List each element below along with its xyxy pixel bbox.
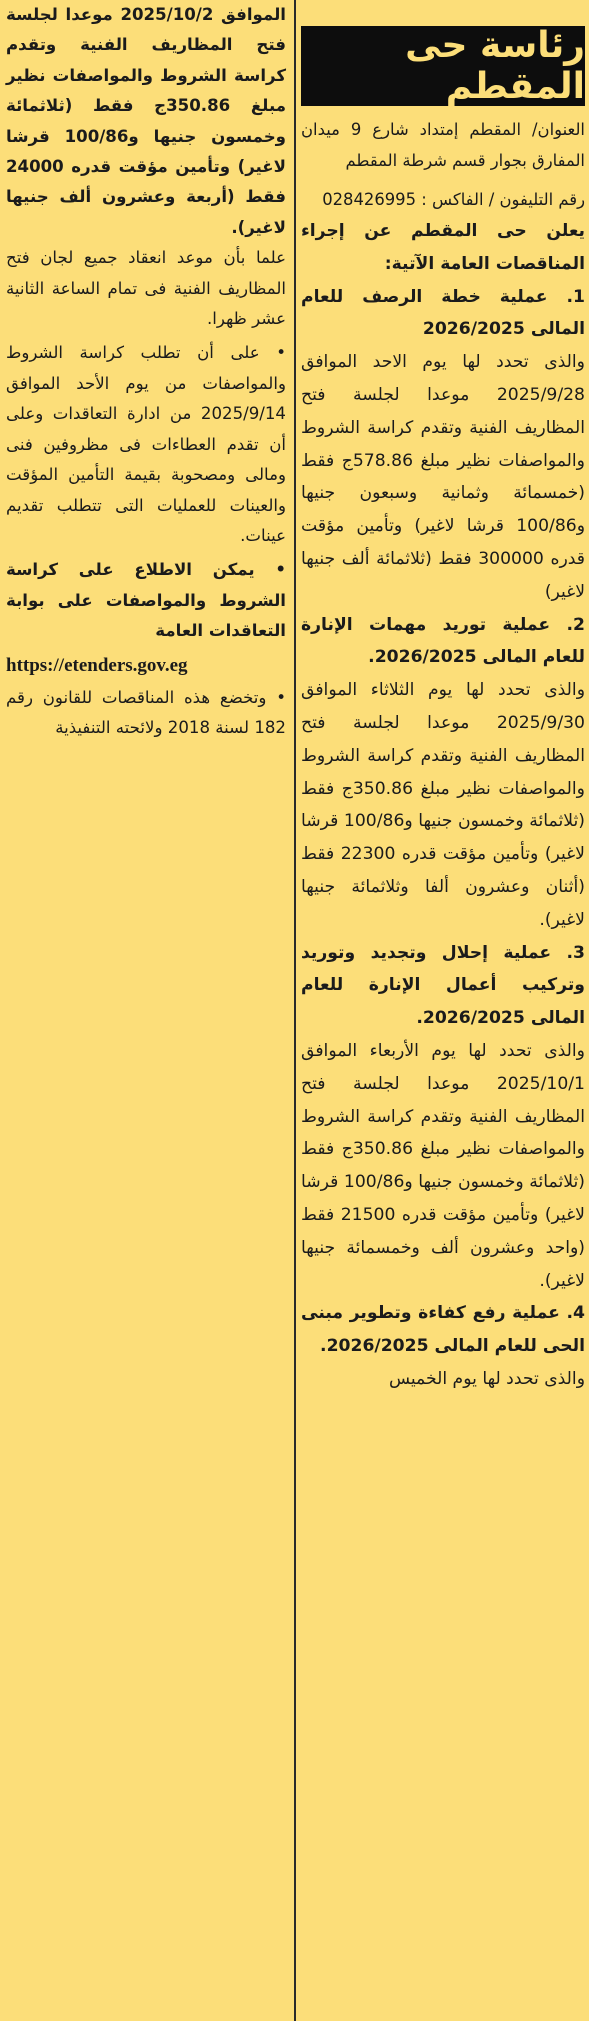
meeting-note: علما بأن موعد انعقاد جميع لجان فتح المظاريف الفنية فى تمام الساعة الثانية عشر ظهرا.: [6, 248, 286, 329]
ad-title-banner: [301, 26, 585, 106]
intro-text: يعلن حى المقطم عن إجراء المناقصات العامة الآتية:: [301, 221, 585, 274]
tender-3-details: والذى تحدد لها يوم الأربعاء الموافق 2025/10/1 موعدا لجلسة فتح المظاريف الفنية وتقدم كراسة الشروط والمواصفات نظير مبلغ 350.86ج فقط (ثلاثمائة وخمسون جنيها و100/86 قرشا لاغير) وتأمين مؤقت قدره 21500 فقط (واحد وعشرون ألف وخمسمائة جنيها لاغير).: [301, 1040, 585, 1291]
right-column: [298, 0, 589, 1396]
tender-1-title: 1. عملية خطة الرصف للعام المالى 2026/2025: [301, 286, 585, 340]
left-column: [0, 0, 289, 743]
phone-fax-text: رقم التليفون / الفاكس : 028426995: [322, 190, 585, 209]
bullet-portal-info: • يمكن الاطلاع على كراسة الشروط والمواصفات على بوابة التعاقدات العامة: [6, 555, 286, 646]
tender-4-details: والذى تحدد لها يوم الخميس: [388, 1368, 585, 1389]
bullet-law-note: • وتخضع هذه المناقصات للقانون رقم 182 لسنة 2018 ولائحته التنفيذية: [6, 683, 286, 744]
tender-4-continuation: الموافق 2025/10/2 موعدا لجلسة فتح المظاريف الفنية وتقدم كراسة الشروط والمواصفات نظير مبلغ 350.86ج فقط (ثلاثمائة وخمسون جنيها و100/86 قرشا لاغير) وتأمين مؤقت قدره 24000 فقط (أربعة وعشرون ألف جنيها لاغير).: [6, 5, 286, 237]
ad-title: رئاسة حى المقطم: [405, 25, 585, 107]
tender-4-title: 4. عملية رفع كفاءة وتطوير مبنى الحى للعام المالى 2026/2025.: [301, 1303, 585, 1357]
tender-2-title: 2. عملية توريد مهمات الإنارة للعام المالى 2026/2025.: [301, 614, 585, 668]
tender-2-details: والذى تحدد لها يوم الثلاثاء الموافق 2025/9/30 موعدا لجلسة فتح المظاريف الفنية وتقدم كراسة الشروط والمواصفات نظير مبلغ 350.86ج فقط (ثلاثمائة وخمسون جنيها و100/86 قرشا لاغير) وتأمين مؤقت قدره 22300 فقط (أثنان وعشرون ألفا وثلاثمائة جنيها لاغير).: [301, 680, 585, 930]
tender-1-details: والذى تحدد لها يوم الاحد الموافق 2025/9/28 موعدا لجلسة فتح المظاريف الفنية وتقدم كراسة الشروط والمواصفات نظير مبلغ 578.86ج فقط (خمسمائة وثمانية وسبعون جنيها و100/86 قرشا لاغير) وتأمين مؤقت قدره 300000 فقط (ثلاثمائة ألف جنيها لاغير): [301, 352, 585, 602]
tender-3-title: 3. عملية إحلال وتجديد وتوريد وتركيب أعمال الإنارة للعام المالى 2026/2025.: [301, 942, 585, 1029]
portal-link[interactable]: https://etenders.gov.eg: [6, 654, 188, 676]
address-text: العنوان/ المقطم إمتداد شارع 9 ميدان المفارق بجوار قسم شرطة المقطم: [301, 120, 585, 170]
column-divider: [294, 0, 296, 2021]
bullet-booklet-request: • على أن تطلب كراسة الشروط والمواصفات من يوم الأحد الموافق 2025/9/14 من ادارة التعاقدات وعلى أن تقدم العطاءات فى مظروفين فنى ومالى ومصحوبة بقيمة التأمين المؤقت والعينات للعمليات التى تتطلب تقديم عينات.: [6, 338, 286, 551]
